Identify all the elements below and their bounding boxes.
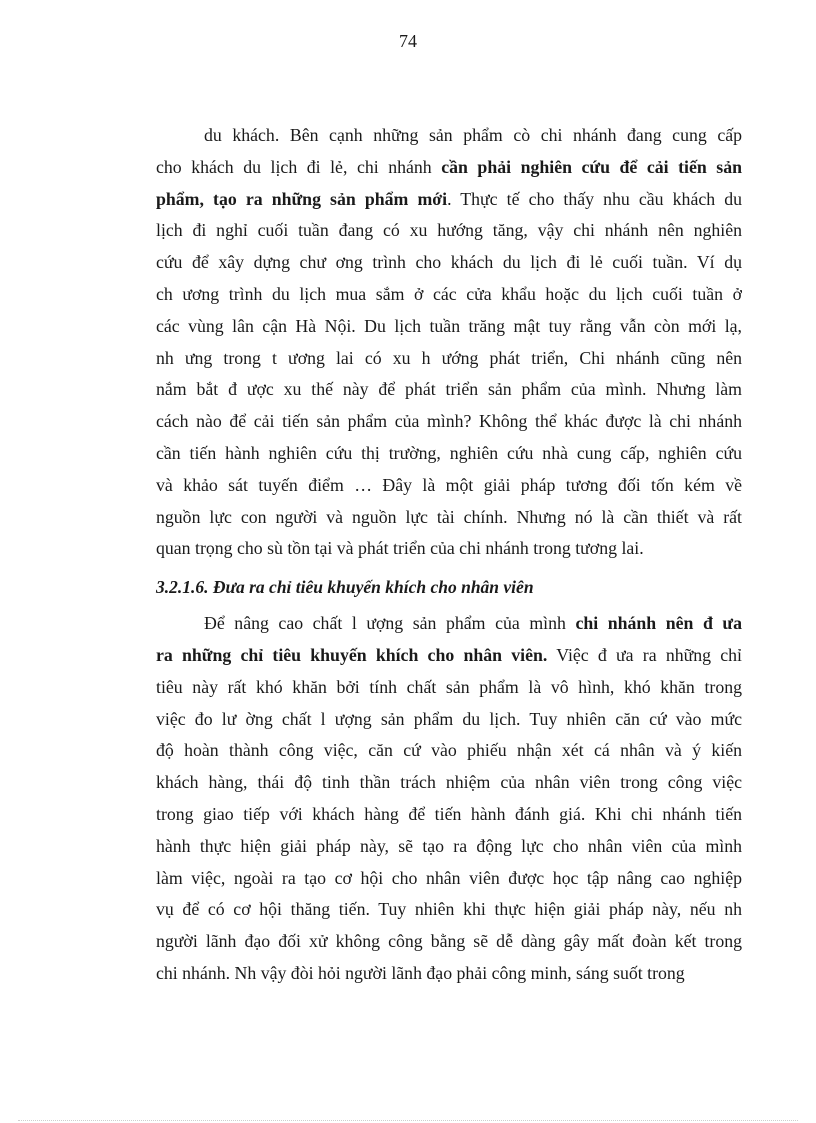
text-segment: cần tiến hành nghiên cứu thị trường, nghiên cứu nhà cung cấp, nghiên cứu — [156, 442, 742, 463]
paragraph-product-development — [156, 120, 742, 565]
text-line — [156, 533, 742, 565]
text-line — [156, 406, 742, 438]
text-line — [156, 247, 742, 279]
text-line — [156, 311, 742, 343]
bold-text-segment: chi nhánh nên đ ưa — [575, 613, 742, 634]
text-segment: Việc đ ưa ra những chỉ — [547, 644, 742, 665]
text-line — [156, 863, 742, 895]
text-line — [156, 767, 742, 799]
text-segment: . Thực tế cho thấy nhu cầu khách du — [447, 188, 742, 209]
text-segment: cứu để xây dựng chư ơng trình cho khách du lịch đi lẻ cuối tuần. Ví dụ — [156, 252, 742, 273]
text-segment: nắm bắt đ ược xu thế này để phát triển sản phẩm của mình. Nhưng làm — [156, 379, 742, 400]
bold-text-segment: phẩm, tạo ra những sản phẩm mới — [156, 188, 448, 209]
text-segment: nguồn lực con người và nguồn lực tài chính. Nhưng nó là cần thiết và rất — [156, 506, 742, 527]
text-line — [156, 438, 742, 470]
page-number: 74 — [399, 31, 417, 51]
bold-text-segment: ra những chỉ tiêu khuyến khích cho nhân viên. — [156, 644, 548, 665]
text-segment: cho khách du lịch đi lẻ, chi nhánh — [156, 156, 442, 177]
text-segment: việc đo lư ờng chất l ượng sản phẩm du lịch. Tuy nhiên căn cứ vào mức — [156, 708, 742, 729]
section-heading: 3.2.1.6. Đưa ra chỉ tiêu khuyến khích cho nhân viên — [156, 577, 534, 598]
text-segment: chi nhánh. Nh vậy đòi hỏi người lãnh đạo phải công minh, sáng suốt trong — [156, 962, 685, 983]
text-line — [156, 894, 742, 926]
text-line — [156, 926, 742, 958]
text-segment: nh ưng trong t ương lai có xu h ướng phát triển, Chi nhánh cũng nên — [156, 347, 742, 368]
text-line — [156, 672, 742, 704]
text-segment: lịch đi nghỉ cuối tuần đang có xu hướng tăng, vậy chi nhánh nên nghiên — [156, 220, 742, 241]
document-body — [156, 120, 742, 990]
text-line — [156, 735, 742, 767]
text-segment: và khảo sát tuyến điểm … Đây là một giải pháp tương đối tốn kém về — [156, 474, 742, 495]
text-line — [156, 799, 742, 831]
text-line — [156, 470, 742, 502]
text-line — [156, 640, 742, 672]
text-line — [156, 120, 742, 152]
text-segment: độ hoàn thành công việc, căn cứ vào phiếu nhận xét cá nhân và ý kiến — [156, 740, 742, 761]
text-segment: ch ương trình du lịch mua sắm ở các cửa khẩu hoặc du lịch cuối tuần ở — [156, 283, 742, 304]
text-segment: khách hàng, thái độ tinh thần trách nhiệm của nhân viên trong công việc — [156, 772, 742, 793]
text-segment: cách nào để cải tiến sản phẩm của mình? Không thể khác được là chi nhánh — [156, 411, 742, 432]
text-segment: quan trọng cho sù tồn tại và phát triển của chi nhánh trong tương lai. — [156, 538, 644, 559]
text-segment: du khách. Bên cạnh những sản phẩm cò chi nhánh đang cung cấp — [204, 125, 742, 145]
text-line — [156, 343, 742, 375]
text-line — [156, 958, 742, 990]
text-line — [156, 608, 742, 640]
text-line — [156, 184, 742, 216]
text-line — [156, 374, 742, 406]
text-segment: Để nâng cao chất l ượng sản phẩm của mình — [204, 613, 576, 634]
text-segment: người lãnh đạo đối xử không công bằng sẽ dễ dàng gây mất đoàn kết trong — [156, 931, 742, 952]
text-segment: vụ để có cơ hội thăng tiến. Tuy nhiên khi thực hiện giải pháp này, nếu nh — [156, 899, 742, 920]
text-segment: tiêu này rất khó khăn bởi tính chất sản phẩm là vô hình, khó khăn trong — [156, 676, 742, 697]
text-segment: hành thực hiện giải pháp này, sẽ tạo ra động lực cho nhân viên của mình — [156, 835, 742, 856]
page-bottom-divider — [18, 1120, 798, 1121]
paragraph-staff-incentives — [156, 608, 742, 990]
bold-text-segment: cần phải nghiên cứu để cải tiến sản — [441, 156, 742, 177]
text-line — [156, 152, 742, 184]
text-line — [156, 215, 742, 247]
text-segment: các vùng lân cận Hà Nội. Du lịch tuần trăng mật tuy rằng vẫn còn mới lạ, — [156, 315, 742, 336]
text-segment: làm việc, ngoài ra tạo cơ hội cho nhân viên được học tập nâng cao nghiệp — [156, 867, 742, 888]
text-segment: trong giao tiếp với khách hàng để tiến hành đánh giá. Khi chi nhánh tiến — [156, 803, 742, 824]
text-line — [156, 502, 742, 534]
text-line — [156, 704, 742, 736]
text-line — [156, 279, 742, 311]
text-line — [156, 831, 742, 863]
